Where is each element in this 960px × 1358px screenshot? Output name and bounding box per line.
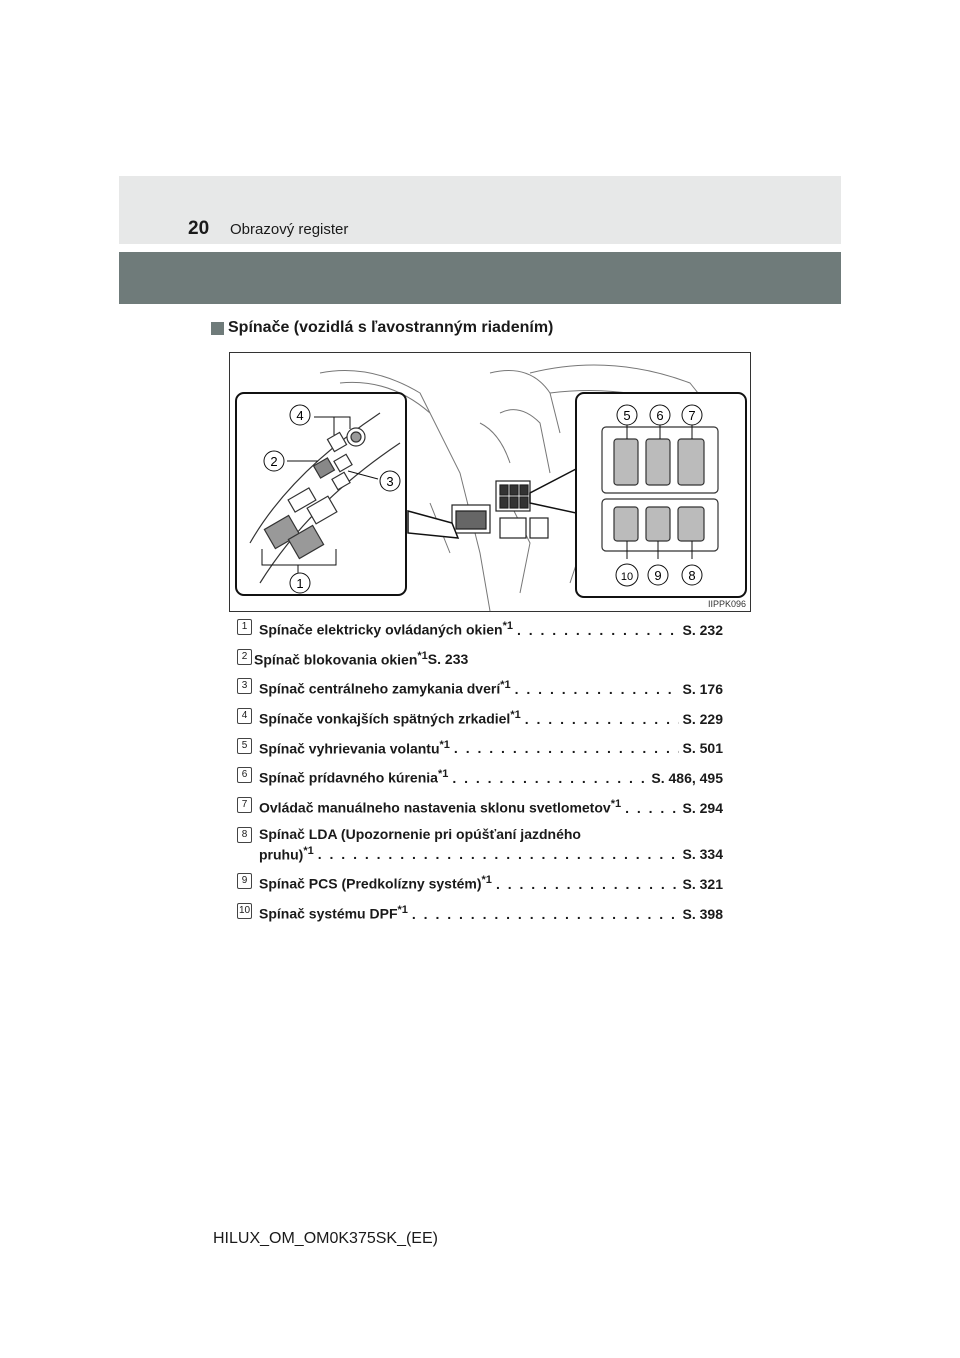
item-number: 10 [237,903,252,919]
section-title-text: Spínače (vozidlá s ľavostranným riadením) [228,319,554,336]
item-label-continued: pruhu) [259,846,304,863]
page-reference-link[interactable]: S. 176 [682,680,723,697]
list-item [237,737,723,758]
list-item [237,826,723,864]
section-marker-icon [211,322,224,335]
list-item [237,902,723,923]
callout-5: 5 [623,408,631,423]
item-number: 2 [237,649,252,665]
callout-2: 2 [270,454,278,469]
page-number: 20 [188,218,210,239]
item-number: 1 [237,619,252,635]
item-number: 9 [237,873,252,889]
header-dark-band [119,252,841,304]
item-label: Spínač LDA (Upozornenie pri opúšťaní jazdného [259,825,581,842]
item-number: 8 [237,827,252,843]
item-number: 3 [237,678,252,694]
page-reference-link[interactable]: S. 233 [427,651,469,668]
page-reference-link[interactable]: S. 294 [682,799,723,816]
callout-6: 6 [656,408,664,423]
item-number: 7 [237,797,252,813]
header-band [119,176,841,244]
footnote-mark: *1 [397,903,408,916]
item-label: Ovládač manuálneho nastavenia sklonu svetlometov [259,799,611,816]
callout-4: 4 [296,408,304,423]
footnote-mark: *1 [481,874,492,887]
list-item [237,766,723,787]
figure-code: IIPPK096 [707,599,746,609]
item-number: 4 [237,708,252,724]
callout-9: 9 [654,568,662,583]
callout-10: 10 [620,571,634,583]
item-number: 5 [237,738,252,754]
footnote-mark: *1 [500,679,511,692]
item-label: Spínače elektricky ovládaných okien [259,621,503,638]
callout-8: 8 [688,568,696,583]
item-label: Spínač vyhrievania volantu [259,740,440,757]
item-label: Spínač PCS (Predkolízny systém) [259,875,482,892]
page-reference-link[interactable]: S. 486, 495 [651,769,723,786]
callout-3: 3 [386,474,394,489]
list-item [237,677,723,698]
switches-illustration [229,352,751,612]
footer-doc-code: HILUX_OM_OM0K375SK_(EE) [213,1230,438,1247]
item-label: Spínač prídavného kúrenia [259,769,438,786]
item-label: Spínače vonkajších spätných zrkadiel [259,710,511,727]
page-reference-link[interactable]: S. 334 [682,846,723,863]
page-reference-link[interactable]: S. 321 [682,875,723,892]
page-reference-link[interactable]: S. 501 [682,740,723,757]
footnote-mark: *1 [417,649,428,662]
footnote-mark: *1 [439,738,450,751]
footnote-mark: *1 [502,620,513,632]
list-item [237,707,723,728]
list-item [237,618,723,639]
list-item [237,648,723,669]
footnote-mark: *1 [437,768,449,781]
switches-illustration-svg [230,353,750,611]
list-item [237,872,723,893]
item-label: Spínač systému DPF [259,905,398,922]
callout-1: 1 [296,576,304,591]
callout-7: 7 [688,408,696,423]
list-item [237,796,723,817]
item-label: Spínač blokovania okien [254,651,418,668]
header-title: Obrazový register [230,221,349,238]
footnote-mark: *1 [610,797,622,810]
page-reference-link[interactable]: S. 232 [682,621,723,638]
switch-list [237,618,723,932]
section-title [211,319,553,337]
footnote-mark: *1 [303,844,314,857]
item-label: Spínač centrálneho zamykania dverí [259,680,501,697]
item-number: 6 [237,767,252,783]
footnote-mark: *1 [510,708,521,721]
page-reference-link[interactable]: S. 229 [682,710,723,727]
page-reference-link[interactable]: S. 398 [682,905,723,922]
